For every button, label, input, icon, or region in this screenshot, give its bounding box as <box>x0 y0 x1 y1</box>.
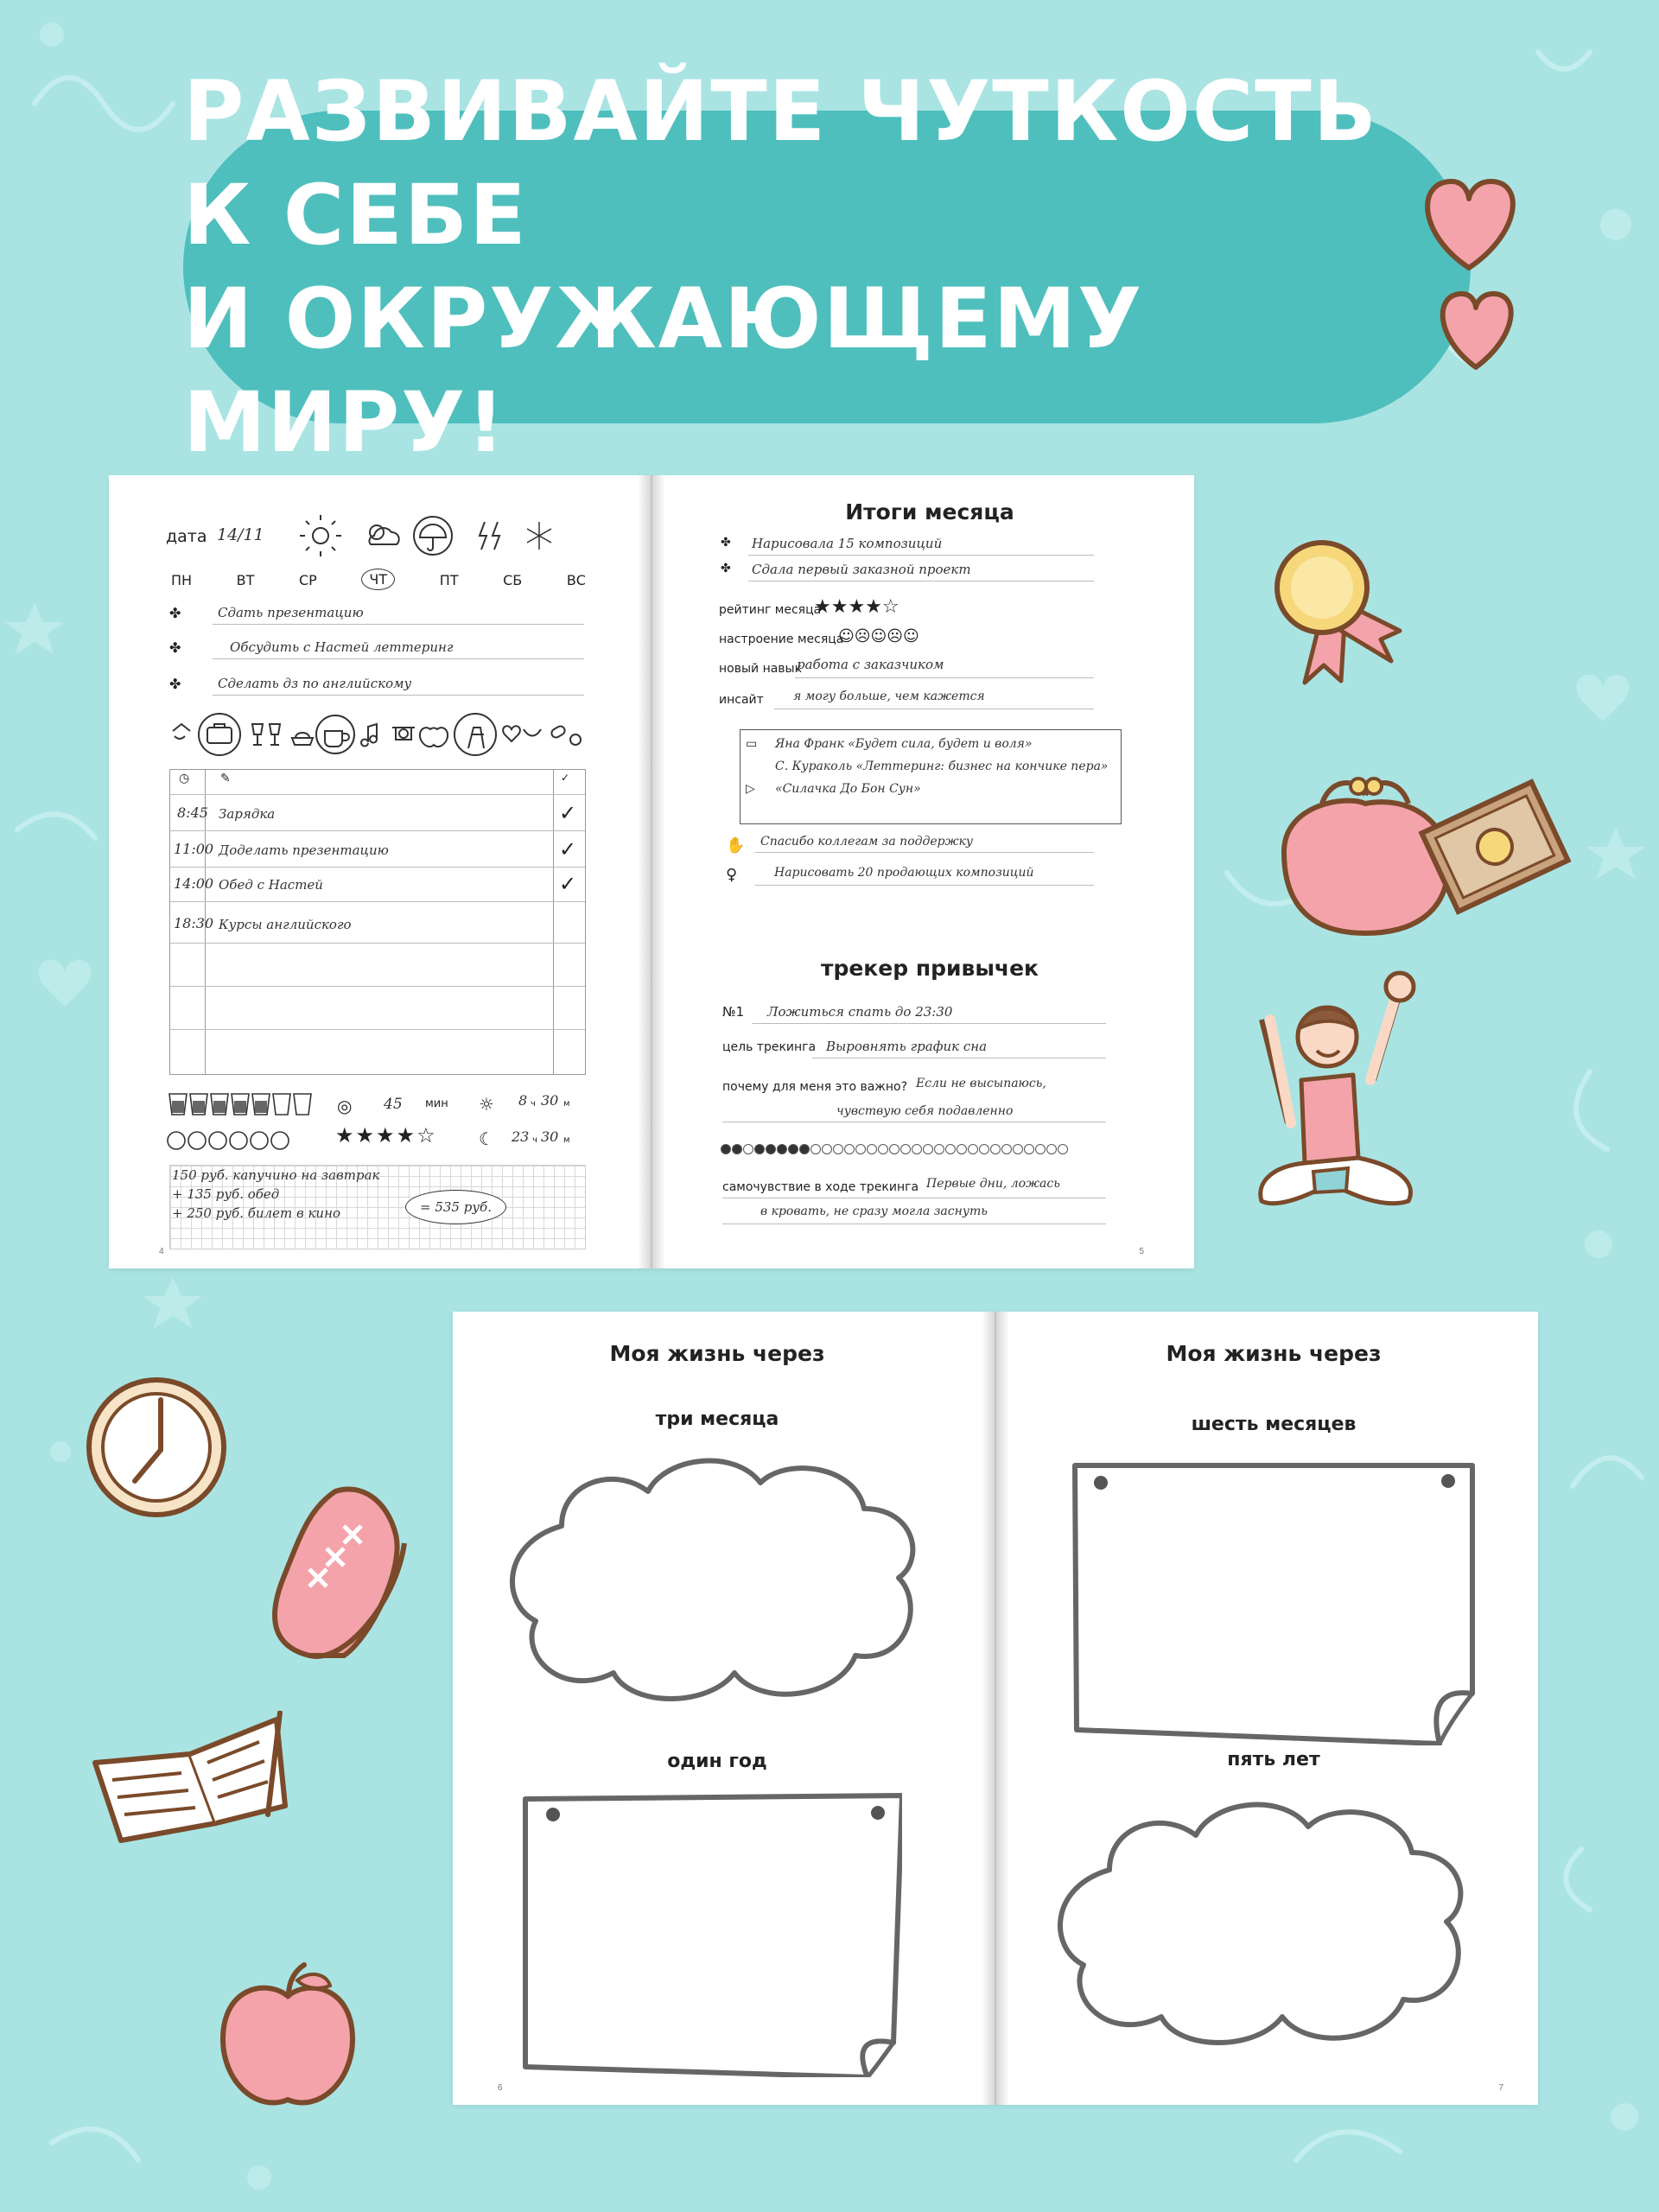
todo-item[interactable]: Сдать презентацию <box>218 605 364 620</box>
period-label: пять лет <box>1227 1749 1320 1770</box>
bullet-icon: ✤ <box>721 536 731 550</box>
lightbulb-icon: ♀ <box>726 866 738 884</box>
achievement-item: Сдала первый заказной проект <box>752 562 971 577</box>
headline-line-2: И ОКРУЖАЮЩЕМУ МИРУ! <box>183 270 1144 471</box>
schedule-check[interactable]: ✓ <box>559 872 577 896</box>
schedule-time: 18:30 <box>174 915 214 931</box>
expenses-total: = 535 руб. <box>405 1190 506 1224</box>
weekday-row <box>171 572 586 590</box>
wake-hours: 8 <box>518 1092 528 1109</box>
goal-value: Выровнять график сна <box>826 1039 988 1054</box>
clock-icon <box>83 1374 230 1521</box>
insight-value: я могу больше, чем кажется <box>793 690 985 703</box>
habit-number: №1 <box>722 1004 745 1020</box>
money-icon <box>1417 769 1573 925</box>
life-plan-page-left <box>453 1312 982 2105</box>
planner-spread-1 <box>109 475 1194 1268</box>
schedule-check[interactable]: ✓ <box>559 801 577 825</box>
yoga-girl-icon <box>1253 968 1434 1253</box>
insight-label: инсайт <box>719 693 764 707</box>
book-item: Яна Франк «Будет сила, будет и воля» <box>775 737 1033 751</box>
todo-item[interactable]: Сделать дз по английскому <box>218 676 412 691</box>
check-icon: ✓ <box>561 772 570 784</box>
page-number: 7 <box>1498 2083 1503 2093</box>
schedule-task[interactable]: Курсы английского <box>219 917 352 932</box>
book-icon: ▭ <box>746 737 758 751</box>
moon-icon: ☾ <box>479 1128 494 1149</box>
life-plan-page-right <box>1009 1312 1538 2105</box>
rating-label: рейтинг месяца <box>719 603 822 617</box>
month-summary-page <box>665 475 1194 1268</box>
sleep-hours: 23 <box>512 1128 530 1145</box>
clock-icon: ◷ <box>179 772 190 785</box>
book-icon <box>86 1711 294 1849</box>
why-value-line-2: чувствую себя подавленно <box>836 1104 1014 1118</box>
cloud-frame <box>1049 1792 1472 2051</box>
schedule-task[interactable]: Обед с Настей <box>219 877 323 893</box>
schedule-time: 8:45 <box>177 804 208 821</box>
wake-minutes-unit: м <box>563 1099 570 1109</box>
exercise-value: 45 <box>384 1096 403 1113</box>
schedule-table <box>169 769 586 1075</box>
feeling-label: самочувствие в ходе трекинга <box>722 1180 919 1194</box>
weekday[interactable]: ВС <box>566 572 586 588</box>
goal-label: цель трекинга <box>722 1040 817 1054</box>
feeling-value-line-2: в кровать, не сразу могла заснуть <box>760 1205 988 1218</box>
exercise-icon: ◎ <box>337 1096 353 1116</box>
water-glasses-icon <box>166 1089 313 1158</box>
headline-banner <box>183 63 1471 471</box>
skill-value: работа с заказчиком <box>797 657 944 672</box>
todo-bullet-icon: ✤ <box>169 605 181 621</box>
life-plan-title: Моя жизнь через <box>1166 1341 1382 1366</box>
habit-value: Ложиться спать до 23:30 <box>767 1004 953 1020</box>
why-value-line-1: Если не высыпаюсь, <box>916 1077 1046 1090</box>
apple-icon <box>214 1961 361 2117</box>
prayer-hands-icon: ✋ <box>726 836 746 855</box>
weather-icons <box>295 510 580 562</box>
period-label: один год <box>667 1751 767 1772</box>
pinned-note-frame <box>522 1792 902 2077</box>
sleep-minutes: 30 <box>541 1128 559 1145</box>
schedule-check[interactable]: ✓ <box>559 837 577 861</box>
exercise-unit: мин <box>425 1097 448 1110</box>
schedule-time: 14:00 <box>174 875 214 892</box>
exercise-rating: ★★★★☆ <box>335 1123 437 1147</box>
period-label: три месяца <box>655 1408 779 1430</box>
expense-line: 150 руб. капучино на завтрак <box>172 1167 380 1183</box>
todo-item[interactable]: Обсудить с Настей леттеринг <box>230 639 454 655</box>
mood-label: настроение месяца <box>719 632 844 646</box>
weekday[interactable]: СР <box>298 572 317 588</box>
thanks-text: Спасибо коллегам за поддержку <box>760 835 974 849</box>
date-value: 14/11 <box>217 525 264 544</box>
page-number: 4 <box>159 1247 164 1256</box>
activity-icons <box>166 709 589 760</box>
schedule-task[interactable]: Зарядка <box>219 806 276 822</box>
achievement-item: Нарисовала 15 композиций <box>752 536 943 551</box>
planner-spread-2 <box>453 1312 1538 2105</box>
book-item: «Силачка До Бон Сун» <box>775 782 921 796</box>
month-summary-title: Итоги месяца <box>845 499 1014 524</box>
book-gutter <box>982 1312 1009 2105</box>
video-icon: ▷ <box>746 782 755 796</box>
books-box <box>740 729 1122 824</box>
sneaker-icon <box>257 1474 413 1673</box>
habit-tracker-title: трекер привычек <box>820 956 1039 981</box>
page-number: 6 <box>498 2083 503 2093</box>
pencil-icon: ✎ <box>220 772 231 785</box>
page-number: 5 <box>1139 1247 1144 1256</box>
wake-minutes: 30 <box>541 1092 559 1109</box>
todo-bullet-icon: ✤ <box>169 639 181 656</box>
rating-stars: ★★★★☆ <box>814 596 899 618</box>
daily-page <box>109 475 638 1268</box>
book-item: С. Кураколь «Леттеринг: бизнес на кончике пера» <box>775 760 1109 773</box>
medal-icon <box>1262 536 1408 691</box>
expense-line: + 250 руб. билет в кино <box>172 1205 340 1221</box>
period-label: шесть месяцев <box>1191 1414 1357 1435</box>
book-gutter <box>638 475 665 1268</box>
feeling-value-line-1: Первые дни, ложась <box>926 1177 1060 1191</box>
todo-bullet-icon: ✤ <box>169 676 181 692</box>
wake-hours-unit: ч <box>531 1099 536 1109</box>
why-label: почему для меня это важно? <box>722 1080 908 1094</box>
skill-label: новый навык <box>719 662 803 676</box>
cloud-frame <box>501 1448 925 1707</box>
weekday[interactable]: СБ <box>503 572 523 588</box>
sleep-hours-unit: ч <box>532 1135 537 1145</box>
sleep-minutes-unit: м <box>563 1135 570 1145</box>
headline-line-1: РАЗВИВАЙТЕ ЧУТКОСТЬ К СЕБЕ <box>183 63 1378 264</box>
weekday[interactable]: ВТ <box>236 572 255 588</box>
schedule-time: 11:00 <box>174 841 214 857</box>
idea-text: Нарисовать 20 продающих композиций <box>774 866 1034 880</box>
weekday[interactable]: ПН <box>171 572 193 588</box>
weekday-selected[interactable]: ЧТ <box>361 569 395 590</box>
mood-icons: ☺☹☺☹☺ <box>838 627 919 645</box>
heart-icon <box>1408 164 1529 380</box>
life-plan-title: Моя жизнь через <box>609 1341 825 1366</box>
expenses-grid <box>169 1165 586 1249</box>
habit-tracker-days <box>721 1144 1118 1156</box>
bullet-icon: ✤ <box>721 562 731 575</box>
expense-line: + 135 руб. обед <box>172 1186 280 1202</box>
weekday[interactable]: ПТ <box>439 572 459 588</box>
pinned-note-frame <box>1071 1460 1478 1745</box>
sun-icon: ☼ <box>479 1094 494 1115</box>
schedule-task[interactable]: Доделать презентацию <box>219 842 389 858</box>
date-label: дата <box>166 527 207 546</box>
